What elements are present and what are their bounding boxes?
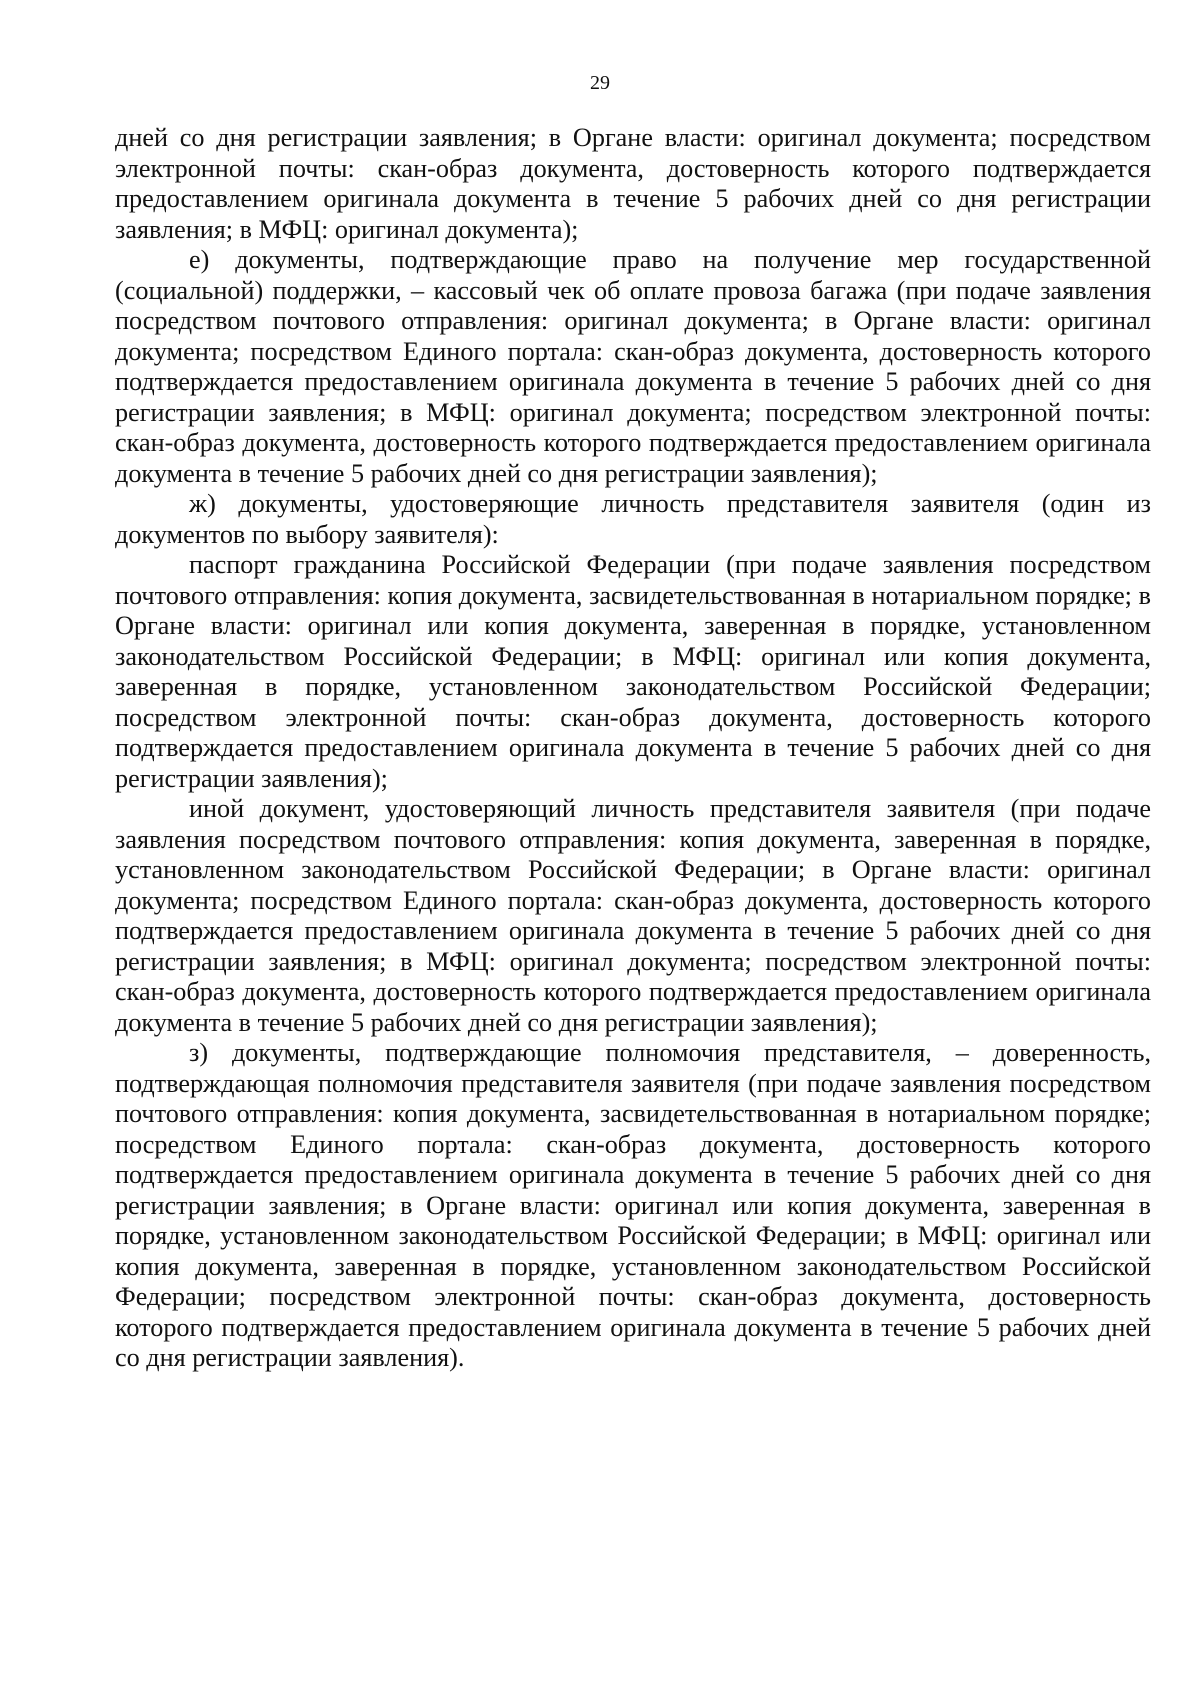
- paragraph-passport: паспорт гражданина Российской Федерации (при подаче заявления посредством почтового отправления: копия документа, засвидетельствованная в нотариальном порядке; в Органе власти: оригинал или копия документа, заверенная в порядке, установленном законодательством Российской Федерации; в МФЦ: оригинал или копия документа, заверенная в порядке, установленном законодательством Российской Федерации; посредством электронной почты: скан-образ документа, достоверность которого подтверждается предоставлением оригинала документа в течение 5 рабочих дней со дня регистрации заявления);: [115, 550, 1151, 793]
- page-number: 29: [590, 72, 610, 94]
- paragraph-item-e: е) документы, подтверждающие право на получение мер государственной (социальной) поддержки, – кассовый чек об оплате провоза багажа (при подаче заявления посредством почтового отправления: оригинал документа; в Органе власти: оригинал документа; посредством Единого портала: скан-образ документа, достоверность которого подтверждается предоставлением оригинала документа в течение 5 рабочих дней со дня регистрации заявления; в МФЦ: оригинал документа; посредством электронной почты: скан-образ документа, достоверность которого подтверждается предоставлением оригинала документа в течение 5 рабочих дней со дня регистрации заявления);: [115, 245, 1151, 488]
- paragraph-item-zh: ж) документы, удостоверяющие личность представителя заявителя (один из документов по выбору заявителя):: [115, 489, 1151, 549]
- paragraph-item-z: з) документы, подтверждающие полномочия представителя, – доверенность, подтверждающая полномочия представителя заявителя (при подаче заявления посредством почтового отправления: копия документа, засвидетельствованная в нотариальном порядке; посредством Единого портала: скан-образ документа, достоверность которого подтверждается предоставлением оригинала документа в течение 5 рабочих дней со дня регистрации заявления; в Органе власти: оригинал или копия документа, заверенная в порядке, установленном законодательством Российской Федерации; в МФЦ: оригинал или копия документа, заверенная в порядке, установленном законодательством Российской Федерации; посредством электронной почты: скан-образ документа, достоверность которого подтверждается предоставлением оригинала документа в течение 5 рабочих дней со дня регистрации заявления).: [115, 1038, 1151, 1372]
- document-body: [115, 123, 1151, 1374]
- paragraph-continuation: дней со дня регистрации заявления; в Органе власти: оригинал документа; посредством электронной почты: скан-образ документа, достоверность которого подтверждается предоставлением оригинала документа в течение 5 рабочих дней со дня регистрации заявления; в МФЦ: оригинал документа);: [115, 123, 1151, 244]
- paragraph-other-document: иной документ, удостоверяющий личность представителя заявителя (при подаче заявления посредством почтового отправления: копия документа, заверенная в порядке, установленном законодательством Российской Федерации; в Органе власти: оригинал документа; посредством Единого портала: скан-образ документа, достоверность которого подтверждается предоставлением оригинала документа в течение 5 рабочих дней со дня регистрации заявления; в МФЦ: оригинал документа; посредством электронной почты: скан-образ документа, достоверность которого подтверждается предоставлением оригинала документа в течение 5 рабочих дней со дня регистрации заявления);: [115, 794, 1151, 1037]
